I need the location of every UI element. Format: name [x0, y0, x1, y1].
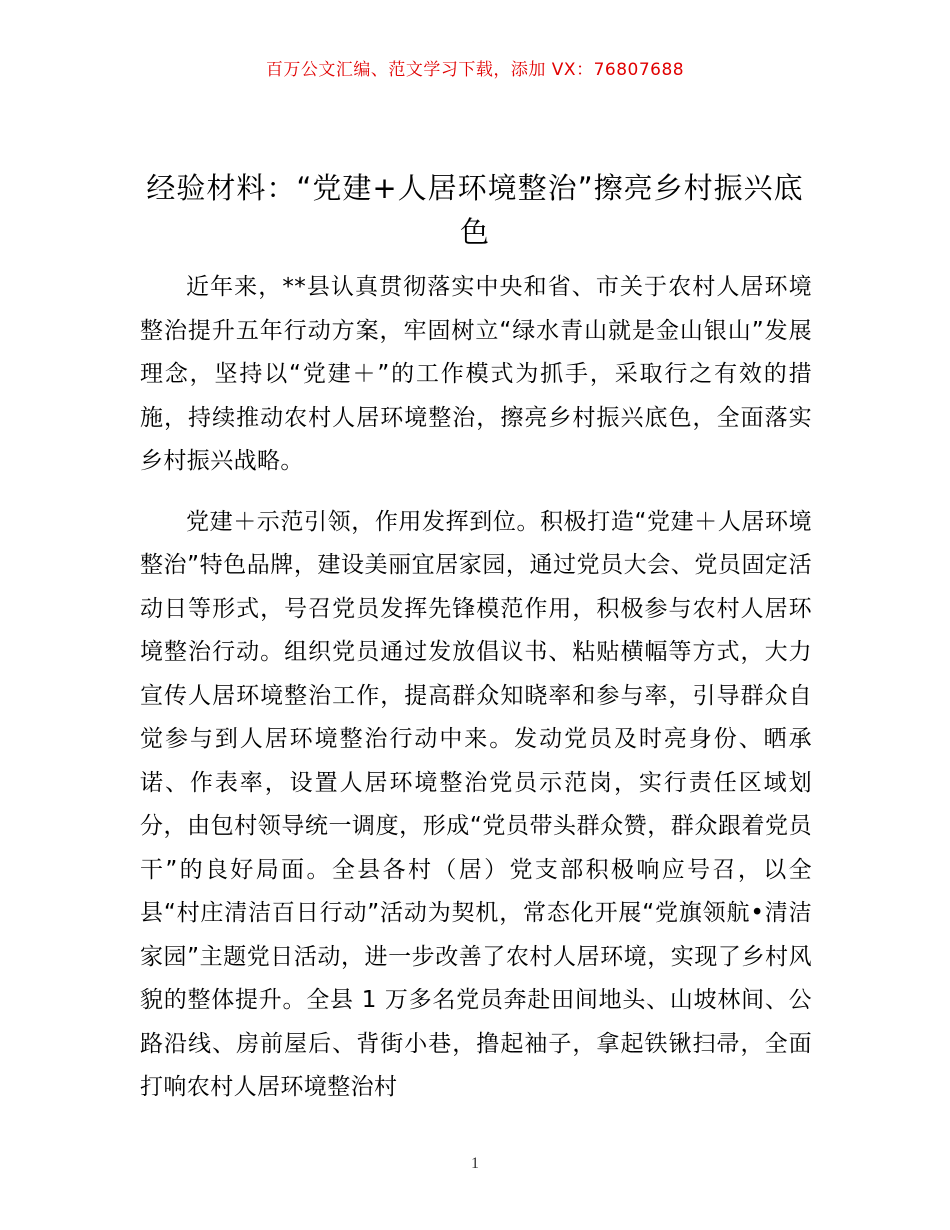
document-title: 经验材料：“党建+人居环境整治”擦亮乡村振兴底色 — [146, 171, 804, 249]
document-body — [140, 266, 812, 1110]
paragraph-demonstration: 党建＋示范引领，作用发挥到位。积极打造“党建＋人居环境整治”特色品牌，建设美丽宜居家园，通过党员大会、党员固定活动日等形式，号召党员发挥先锋模范作用，积极参与农村人居环境整治行动。组织党员通过发放倡议书、粘贴横幅等方式，大力宣传人居环境整治工作，提高群众知晓率和参与率，引导群众自觉参与到人居环境整治行动中来。发动党员及时亮身份、晒承诺、作表率，设置人居环境整治党员示范岗，实行责任区域划分，由包村领导统一调度，形成“党员带头群众赞，群众跟着党员干”的良好局面。全县各村（居）党支部积极响应号召，以全县“村庄清洁百日行动”活动为契机，常态化开展“党旗领航•清洁家园”主题党日活动，进一步改善了农村人居环境，实现了乡村风貌的整体提升。全县 1 万多名党员奔赴田间地头、山坡林间、公路沿线、房前屋后、背街小巷，撸起袖子，拿起铁锹扫帚，全面打响农村人居环境整治村 — [140, 508, 812, 1100]
page-number: 1 — [471, 1155, 479, 1172]
paragraph-intro: 近年来，**县认真贯彻落实中央和省、市关于农村人居环境整治提升五年行动方案，牢固树立“绿水青山就是金山银山”发展理念，坚持以“党建＋”的工作模式为抓手，采取行之有效的措施，持续推动农村人居环境整治，擦亮乡村振兴底色，全面落实乡村振兴战略。 — [140, 274, 812, 474]
header-banner: 百万公文汇编、范文学习下载，添加 VX：76807688 — [265, 60, 685, 80]
